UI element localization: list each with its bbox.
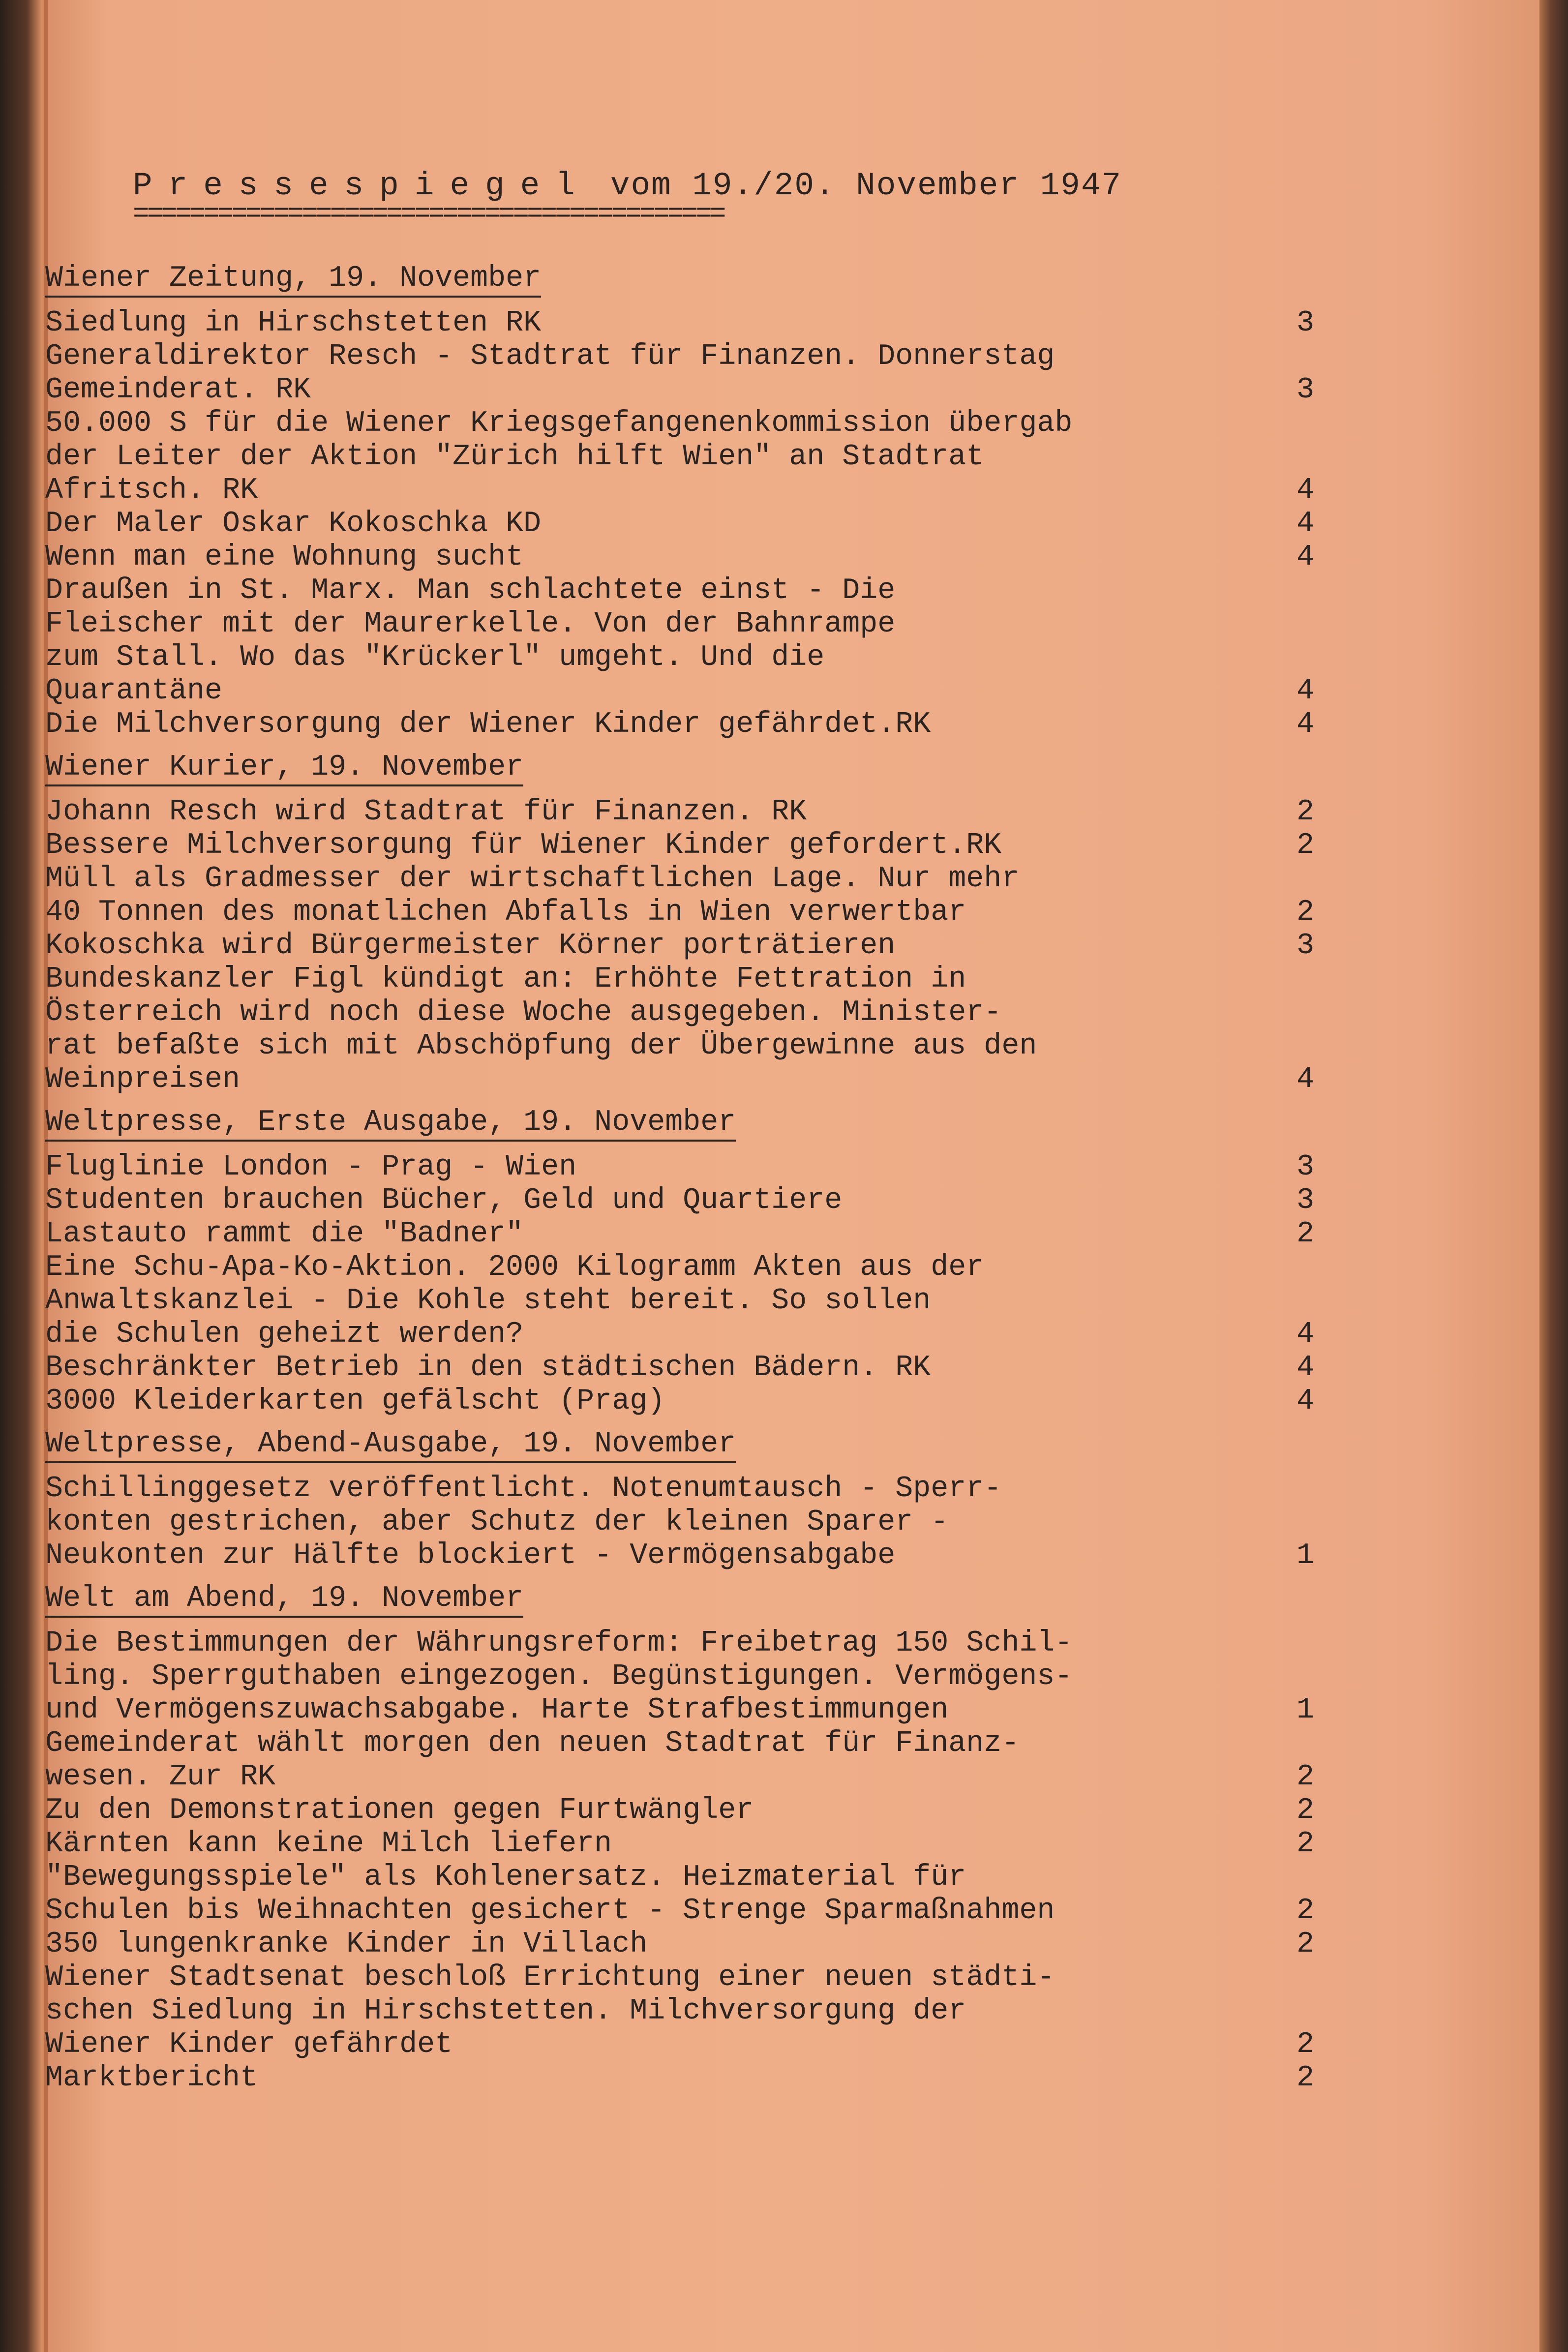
article-title: Neukonten zur Hälfte blockiert - Vermögensabgabe (45, 1539, 896, 1572)
sections-container (45, 257, 1314, 2095)
article-title: 40 Tonnen des monatlichen Abfalls in Wien verwertbar (45, 896, 966, 929)
article-title: ling. Sperrguthaben eingezogen. Begünstigungen. Vermögens- (45, 1660, 1073, 1693)
article-title: Johann Resch wird Stadtrat für Finanzen. RK (45, 795, 807, 829)
article-entry (45, 1029, 1314, 1063)
page-number: 4 (1296, 541, 1314, 574)
article-entry (45, 1385, 1314, 1418)
newspaper-section (45, 1577, 1314, 2095)
page-number: 2 (1296, 1894, 1314, 1928)
article-title: Generaldirektor Resch - Stadtrat für Finanzen. Donnerstag (45, 340, 1055, 373)
article-title: Siedlung in Hirschstetten RK (45, 306, 542, 340)
page-number (1285, 1660, 1314, 1693)
article-entry (45, 1063, 1314, 1096)
page-edge (1539, 0, 1568, 2352)
page-number (1285, 1727, 1314, 1760)
article-entry (45, 641, 1314, 674)
article-entry (45, 1627, 1314, 1660)
page-number: 4 (1296, 474, 1314, 507)
article-title: Gemeinderat wählt morgen den neuen Stadtrat für Finanz- (45, 1727, 1020, 1760)
page-number: 2 (1296, 1794, 1314, 1827)
article-entry (45, 1284, 1314, 1318)
page-number: 4 (1296, 1318, 1314, 1351)
page-number (1285, 1506, 1314, 1539)
article-entry (45, 2061, 1314, 2095)
spacer (45, 239, 1314, 257)
article-entry (45, 829, 1314, 862)
article-title: 350 lungenkranke Kinder in Villach (45, 1928, 648, 1961)
article-title: und Vermögenszuwachsabgabe. Harte Strafbestimmungen (45, 1693, 949, 1727)
article-title: Wenn man eine Wohnung sucht (45, 541, 524, 574)
article-title: rat befaßte sich mit Abschöpfung der Übergewinne aus den (45, 1029, 1037, 1063)
article-title: Schillinggesetz veröffentlicht. Notenumtausch - Sperr- (45, 1472, 1002, 1506)
page-number: 2 (1296, 2028, 1314, 2061)
newspaper-section (45, 1101, 1314, 1418)
page-number: 3 (1296, 1184, 1314, 1217)
article-title: Beschränkter Betrieb in den städtischen Bädern. RK (45, 1351, 931, 1385)
article-entry (45, 1660, 1314, 1693)
article-entry (45, 996, 1314, 1029)
article-entry (45, 1794, 1314, 1827)
article-entry (45, 862, 1314, 896)
article-title: Gemeinderat. RK (45, 373, 311, 407)
article-entry (45, 708, 1314, 741)
page-number (1285, 1284, 1314, 1318)
article-entry (45, 1539, 1314, 1572)
article-entry (45, 1894, 1314, 1928)
article-entry (45, 1318, 1314, 1351)
article-title: Quarantäne (45, 674, 223, 708)
article-entry (45, 407, 1314, 440)
article-entry (45, 1506, 1314, 1539)
page-number: 4 (1296, 1385, 1314, 1418)
article-entry (45, 1251, 1314, 1284)
article-entry (45, 1727, 1314, 1760)
article-title: Weinpreisen (45, 1063, 241, 1096)
page-number: 2 (1296, 795, 1314, 829)
article-entry (45, 1217, 1314, 1251)
page-number: 4 (1296, 674, 1314, 708)
article-title: wesen. Zur RK (45, 1760, 276, 1794)
page-number (1285, 607, 1314, 641)
article-entry (45, 1184, 1314, 1217)
article-entry (45, 440, 1314, 474)
article-title: Lastauto rammt die "Badner" (45, 1217, 524, 1251)
article-title: Bessere Milchversorgung für Wiener Kinder gefordert.RK (45, 829, 1002, 862)
page-number: 2 (1296, 2061, 1314, 2095)
article-entry (45, 1961, 1314, 1994)
title-date: vom 19./20. November 1947 (610, 167, 1122, 204)
article-entry (45, 1928, 1314, 1961)
page-number: 2 (1296, 1760, 1314, 1794)
article-entry (45, 541, 1314, 574)
article-entry (45, 1351, 1314, 1385)
article-entry (45, 373, 1314, 407)
article-entry (45, 2028, 1314, 2061)
page-number: 2 (1296, 1928, 1314, 1961)
article-title: schen Siedlung in Hirschstetten. Milchversorgung der (45, 1994, 966, 2028)
page-number: 4 (1296, 1063, 1314, 1096)
article-title: 50.000 S für die Wiener Kriegsgefangenenkommission übergab (45, 407, 1073, 440)
article-title: Marktbericht (45, 2061, 258, 2095)
newspaper-section (45, 257, 1314, 741)
page-number: 1 (1296, 1693, 1314, 1727)
article-entry (45, 674, 1314, 708)
article-title: Studenten brauchen Bücher, Geld und Quartiere (45, 1184, 843, 1217)
article-title: konten gestrichen, aber Schutz der kleinen Sparer - (45, 1506, 949, 1539)
article-entry (45, 1760, 1314, 1794)
page-number: 2 (1296, 1827, 1314, 1861)
article-entry (45, 306, 1314, 340)
page-number (1285, 1251, 1314, 1284)
book-gutter (0, 0, 49, 2352)
article-entry (45, 929, 1314, 963)
page-number: 3 (1296, 306, 1314, 340)
page-number: 1 (1296, 1539, 1314, 1572)
newspaper-section (45, 1423, 1314, 1572)
article-title: Wiener Kinder gefährdet (45, 2028, 453, 2061)
page-number: 4 (1296, 507, 1314, 541)
page-number (1285, 1994, 1314, 2028)
article-title: Wiener Stadtsenat beschloß Errichtung einer neuen städti- (45, 1961, 1055, 1994)
page-number: 4 (1296, 1351, 1314, 1385)
article-title: Bundeskanzler Figl kündigt an: Erhöhte Fettration in (45, 963, 966, 996)
article-entry (45, 340, 1314, 373)
press-review-document (45, 167, 1314, 2100)
article-title: Draußen in St. Marx. Man schlachtete einst - Die (45, 574, 896, 607)
article-title: zum Stall. Wo das "Krückerl" umgeht. Und die (45, 641, 825, 674)
article-entry (45, 1472, 1314, 1506)
article-entry (45, 1150, 1314, 1184)
article-title: Österreich wird noch diese Woche ausgegeben. Minister- (45, 996, 1002, 1029)
newspaper-section (45, 746, 1314, 1096)
section-heading: Wiener Kurier, 19. November (45, 750, 523, 786)
page-number (1285, 574, 1314, 607)
article-title: "Bewegungsspiele" als Kohlenersatz. Heizmaterial für (45, 1861, 966, 1894)
title-underline: ========================================== (133, 204, 724, 230)
document-title (133, 167, 1314, 204)
section-heading: Weltpresse, Erste Ausgabe, 19. November (45, 1105, 736, 1142)
page-number: 3 (1296, 1150, 1314, 1184)
page-number (1285, 407, 1314, 440)
page-number: 4 (1296, 708, 1314, 741)
page-number (1285, 641, 1314, 674)
article-title: Kokoschka wird Bürgermeister Körner porträtieren (45, 929, 896, 963)
page-number (1285, 862, 1314, 896)
page-number (1285, 963, 1314, 996)
section-heading: Weltpresse, Abend-Ausgabe, 19. November (45, 1427, 736, 1463)
article-title: Afritsch. RK (45, 474, 258, 507)
article-title: die Schulen geheizt werden? (45, 1318, 524, 1351)
page-number: 3 (1296, 929, 1314, 963)
article-entry (45, 1693, 1314, 1727)
article-title: der Leiter der Aktion "Zürich hilft Wien" an Stadtrat (45, 440, 984, 474)
article-title: Die Bestimmungen der Währungsreform: Freibetrag 150 Schil- (45, 1627, 1073, 1660)
page-number: 2 (1296, 1217, 1314, 1251)
article-entry (45, 474, 1314, 507)
page-number (1285, 440, 1314, 474)
article-entry (45, 1861, 1314, 1894)
article-entry (45, 1827, 1314, 1861)
page-number (1285, 1861, 1314, 1894)
article-entry (45, 574, 1314, 607)
article-title: Die Milchversorgung der Wiener Kinder gefährdet.RK (45, 708, 931, 741)
page-number (1285, 340, 1314, 373)
article-entry (45, 795, 1314, 829)
section-heading: Welt am Abend, 19. November (45, 1581, 523, 1618)
article-title: Eine Schu-Apa-Ko-Aktion. 2000 Kilogramm Akten aus der (45, 1251, 984, 1284)
page-number (1285, 1472, 1314, 1506)
article-entry (45, 607, 1314, 641)
article-title: Fluglinie London - Prag - Wien (45, 1150, 577, 1184)
article-entry (45, 1994, 1314, 2028)
page-number (1285, 1627, 1314, 1660)
article-title: Zu den Demonstrationen gegen Furtwängler (45, 1794, 754, 1827)
article-title: Der Maler Oskar Kokoschka KD (45, 507, 542, 541)
article-title: Schulen bis Weihnachten gesichert - Strenge Sparmaßnahmen (45, 1894, 1055, 1928)
page-number (1285, 996, 1314, 1029)
article-title: Müll als Gradmesser der wirtschaftlichen Lage. Nur mehr (45, 862, 1020, 896)
page-number: 2 (1296, 896, 1314, 929)
page-number: 2 (1296, 829, 1314, 862)
article-title: 3000 Kleiderkarten gefälscht (Prag) (45, 1385, 665, 1418)
page-number: 3 (1296, 373, 1314, 407)
page-number (1285, 1029, 1314, 1063)
article-entry (45, 963, 1314, 996)
article-entry (45, 896, 1314, 929)
section-heading: Wiener Zeitung, 19. November (45, 261, 541, 298)
article-title: Anwaltskanzlei - Die Kohle steht bereit. So sollen (45, 1284, 931, 1318)
article-title: Fleischer mit der Maurerkelle. Von der Bahnrampe (45, 607, 896, 641)
article-entry (45, 507, 1314, 541)
article-title: Kärnten kann keine Milch liefern (45, 1827, 612, 1861)
title-word: Pressespiegel (133, 167, 591, 204)
page-number (1285, 1961, 1314, 1994)
